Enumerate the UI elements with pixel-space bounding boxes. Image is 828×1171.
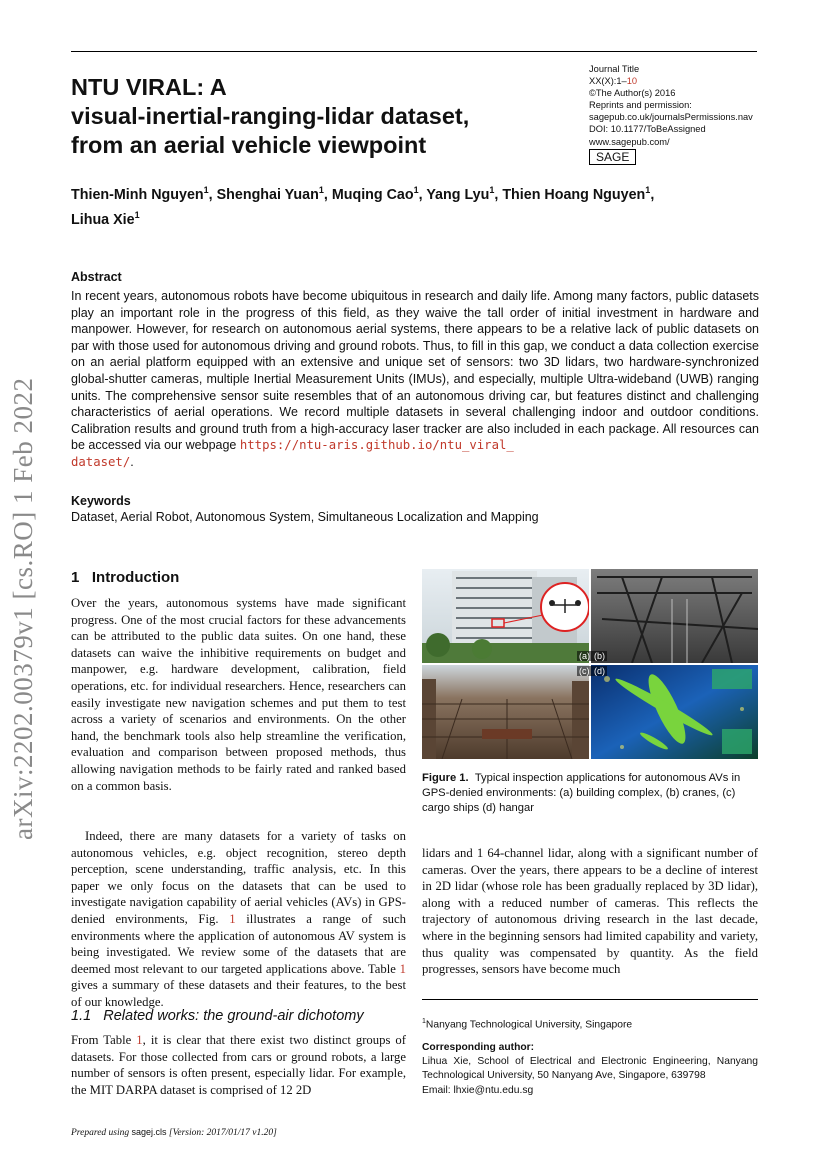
copyright: ©The Author(s) 2016 bbox=[589, 88, 676, 99]
title-line-1: NTU VIRAL: A bbox=[71, 74, 227, 100]
abstract-heading: Abstract bbox=[71, 270, 122, 284]
website: www.sagepub.com/ bbox=[589, 136, 670, 147]
figure-ref-link[interactable]: 1 bbox=[229, 911, 236, 926]
author: Yang Lyu bbox=[426, 186, 490, 203]
reprints: Reprints and permission: bbox=[589, 100, 692, 111]
figure-1-image bbox=[422, 569, 758, 759]
journal-pages-link[interactable]: 10 bbox=[626, 76, 638, 87]
panel-label-c: (c) bbox=[579, 666, 590, 676]
panel-label-a: (a) bbox=[579, 651, 590, 661]
panel-label-b: (b) bbox=[594, 651, 605, 661]
author: Thien-Minh Nguyen bbox=[71, 186, 204, 203]
abstract-text: In recent years, autonomous robots have become ubiquitous in research and daily life. Among many factors, public datasets play an important role in the progress of this field, as they waive the tall order of initial investment in hardware and manpower. However, for research on autonomous aerial systems, there appears to be a relative lack of public datasets on par with those used for autonomous driving and ground robots. Thus, to fill in this gap, we conduct a data collection exercise on an aerial platform equipped with an extensive and unique set of sensors: two 3D lidars, two hardware-synchronized global-shutter cameras, multiple Inertial Measurement Units (IMUs), and especially, multiple Ultra-wideband (UWB) ranging units. The comprehensive sensor suite resembles that of an autonomous driving car, but features distinct and challenging characteristics of aerial operations. We record multiple datasets in several challenging indoor and outdoor conditions. Calibration results and ground truth from a high-accuracy laser tracker are also included in each package. All resources can be accessed via our webpage https://ntu-aris.github.io/ntu_viral_ dataset/. bbox=[71, 289, 759, 469]
keywords-heading: Keywords bbox=[71, 494, 131, 508]
intro-paragraph-1: Over the years, autonomous systems have made significant progress. One of the most crucial factors for these advancements can be attributed to the public data suites. On one hand, these datasets can waive the inhibitive requirements on budget and manpower, e.g. hardware development, calibration, field operations, etc. for individual researchers. Hence, researchers can easily investigate new navigation schemes and put them to test across a variety of scenarios and environments. On the other hand, the benchmark tools also help streamline the verification, evaluation and comparison between proposed methods, thus allowing navigation methods to be fairly rated and ranked based on a common basis. bbox=[71, 596, 406, 793]
figure-caption: Figure 1. Typical inspection applications for autonomous AVs in GPS-denied environments: (a) building complex, (b) cranes, (c) cargo ships (d) hangar bbox=[422, 772, 741, 814]
panel-b-cranes-image bbox=[591, 569, 758, 663]
panel-c-cargo-ship-image bbox=[422, 665, 589, 759]
footnote-rule bbox=[422, 999, 758, 1000]
title-line-2: visual-inertial-ranging-lidar dataset, bbox=[71, 103, 470, 129]
intro-heading: 1 Introduction bbox=[71, 569, 180, 586]
author: Lihua Xie bbox=[71, 211, 135, 228]
doi: DOI: 10.1177/ToBeAssigned bbox=[589, 124, 706, 135]
dataset-url-link[interactable]: https://ntu-aris.github.io/ntu_viral_ dataset/ bbox=[71, 438, 514, 469]
journal-volume: XX(X):1–10 bbox=[589, 76, 638, 87]
journal-info bbox=[589, 63, 769, 165]
paper-title bbox=[71, 73, 561, 160]
author-list: Thien-Minh Nguyen$^1$, Shenghai Yuan$^1$, Muqing Cao$^1$, Yang Lyu$^1$, Thien Hoang Nguyen$^1$, Lihua Xie$^1$ bbox=[71, 185, 655, 228]
intro-paragraph-2: Indeed, there are many datasets for a variety of tasks on autonomous vehicles, e.g. object recognition, stereo depth perception, scene understanding, traffic analysis, etc. In this paper we only focus on the datasets that can be used to investigate navigation capability of aerial vehicles (AVs) in GPS-denied environments, Fig. 1 illustrates a range of such environments where the application of autonomous AV system is being investigated. We review some of the datasets that are deemed most relevant to our targeted applications above. Table 1 gives a summary of these datasets and their features, to the best of our knowledge. bbox=[71, 829, 406, 1009]
panel-d-hangar-image bbox=[591, 665, 758, 759]
top-rule bbox=[71, 51, 757, 52]
figure-1 bbox=[422, 569, 758, 759]
journal-title: Journal Title bbox=[589, 64, 640, 74]
corresponding-heading: Corresponding author: bbox=[422, 1042, 535, 1053]
panel-label-d: (d) bbox=[594, 666, 605, 676]
panel-a-building-image bbox=[422, 569, 589, 663]
email: Email: lhxie@ntu.edu.sg bbox=[422, 1085, 534, 1096]
prepared-using: Prepared using sagej.cls [Version: 2017/01/17 v1.20] bbox=[71, 1127, 277, 1138]
corresponding-text: Lihua Xie, School of Electrical and Electronic Engineering, Nanyang Technological University, 50 Nanyang Ave, Singapore, 639798 bbox=[422, 1056, 758, 1081]
title-line-3: from an aerial vehicle viewpoint bbox=[71, 132, 427, 158]
table-ref-link[interactable]: 1 bbox=[136, 1033, 143, 1047]
keywords-text: Dataset, Aerial Robot, Autonomous System, Simultaneous Localization and Mapping bbox=[71, 510, 539, 524]
author: Thien Hoang Nguyen bbox=[502, 186, 646, 203]
subsection-paragraph: From Table 1, it is clear that there exist two distinct groups of datasets. For those collected from cars or ground robots, a large number of sensors is often present, especially lidar. For example, the MIT DARPA dataset is comprised of 12 2D bbox=[71, 1033, 406, 1097]
arxiv-stamp: arXiv:2202.00379v1 [cs.RO] 1 Feb 2022 bbox=[8, 377, 38, 840]
subsection-heading: 1.1 Related works: the ground-air dichotomy bbox=[71, 1008, 364, 1024]
affiliation-footnote: $^1$Nanyang Technological University, Singapore bbox=[422, 1018, 633, 1031]
right-column-text: lidars and 1 64-channel lidar, along with a significant number of cameras. Over the years, there appears to be a decline of interest in 2D lidar (whose role has been gradually replaced by 3D lidar), along with a reduced number of cameras. This reflects the trajectory of autonomous driving research in the last decade, where in the beginning sensors had limited capability and variety, thus quality was compensated by quantity. As the field progresses, sensors have become much bbox=[422, 846, 758, 977]
permissions-url: sagepub.co.uk/journalsPermissions.nav bbox=[589, 112, 753, 123]
table-ref-link[interactable]: 1 bbox=[399, 961, 406, 976]
author: Shenghai Yuan bbox=[216, 186, 319, 203]
author: Muqing Cao bbox=[331, 186, 414, 203]
sage-logo: SAGE bbox=[589, 149, 636, 165]
